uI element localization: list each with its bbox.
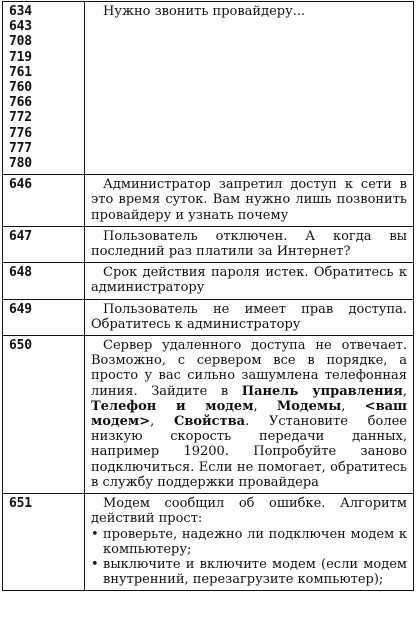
description-text: Сервер удаленного доступа не отвечает. Возможно, с сервером все в порядке, а просто у вас сильно зашумлена телефонная линия. Зайдите в xyxy=(91,338,407,399)
separator-text: , xyxy=(253,398,277,414)
error-code: 634 xyxy=(9,4,32,19)
list-item xyxy=(91,557,407,587)
error-description: Нужно звонить провайдеру... xyxy=(103,4,306,19)
bullet-icon: • xyxy=(91,526,99,542)
bullet-icon: • xyxy=(91,556,99,572)
error-code-cell xyxy=(3,175,85,227)
table-row xyxy=(3,2,414,175)
error-code: 649 xyxy=(9,301,32,317)
error-description: Модем сообщил об ошибке. Алгоритм действий прост: xyxy=(91,496,407,527)
error-code-cell xyxy=(3,299,85,335)
error-code: 772 xyxy=(9,110,32,126)
error-code-cell xyxy=(3,226,85,262)
error-code: 650 xyxy=(9,338,32,354)
menu-path-control-panel: Панель управления xyxy=(241,383,403,399)
error-description-cell xyxy=(85,2,414,175)
error-code: 760 xyxy=(9,80,32,96)
separator-text: , xyxy=(341,398,365,414)
menu-path-modems: Модемы xyxy=(276,398,342,414)
error-code: 643 xyxy=(9,19,32,35)
error-code-cell xyxy=(3,336,85,494)
error-description xyxy=(91,338,407,490)
error-code: 761 xyxy=(9,64,32,80)
error-code-cell xyxy=(3,2,85,175)
error-description: Пользователь не имеет прав доступа. Обратитесь к администратору xyxy=(91,301,407,332)
table-row xyxy=(3,336,414,494)
menu-path-phone-modem: Телефон и модем xyxy=(91,398,254,414)
table-row xyxy=(3,494,414,591)
error-description: Администратор запретил доступ к сети в это время суток. Вам нужно лишь позвонить провайдеру и узнать почему xyxy=(91,177,407,223)
error-code: 708 xyxy=(9,34,32,50)
menu-path-properties: Свойства xyxy=(173,414,246,430)
error-description: Срок действия пароля истек. Обратитесь к администратору xyxy=(91,265,407,296)
error-description-cell xyxy=(85,175,414,227)
error-description-cell xyxy=(85,263,414,299)
error-code: 647 xyxy=(9,228,32,244)
error-code: 648 xyxy=(9,265,32,281)
error-code: 646 xyxy=(9,177,32,193)
table-row xyxy=(3,263,414,299)
error-description-cell xyxy=(85,299,414,335)
list-item-text: проверьте, надежно ли подключен модем к компьютеру; xyxy=(103,526,407,557)
separator-text: , xyxy=(150,414,174,430)
menu-path-your-modem: <ваш модем> xyxy=(91,398,407,430)
bullet-list xyxy=(91,527,407,588)
error-description-cell xyxy=(85,226,414,262)
list-item-text: выключите и включите модем (если модем внутренний, перезагрузите компьютер); xyxy=(103,556,407,588)
error-description-cell xyxy=(85,494,414,591)
error-description: Пользователь отключен. А когда вы последний раз платили за Интернет? xyxy=(91,228,407,260)
error-description-cell xyxy=(85,336,414,494)
error-code: 780 xyxy=(9,156,32,172)
error-code: 719 xyxy=(9,49,32,65)
separator-text: , xyxy=(402,383,407,399)
error-code: 766 xyxy=(9,95,32,111)
description-text: . Установите более низкую скорость передачи данных, например 19200. Попробуйте заново подключиться. Если не помогает, обратитесь в службу поддержки провайдера xyxy=(91,414,407,490)
error-code: 651 xyxy=(9,496,32,512)
list-item xyxy=(91,527,407,557)
error-code-table xyxy=(2,1,414,591)
error-code: 777 xyxy=(9,140,32,156)
error-code: 776 xyxy=(9,125,32,141)
table-row xyxy=(3,175,414,227)
table-row xyxy=(3,299,414,335)
error-code-cell xyxy=(3,263,85,299)
error-code-cell xyxy=(3,494,85,591)
table-row xyxy=(3,226,414,262)
